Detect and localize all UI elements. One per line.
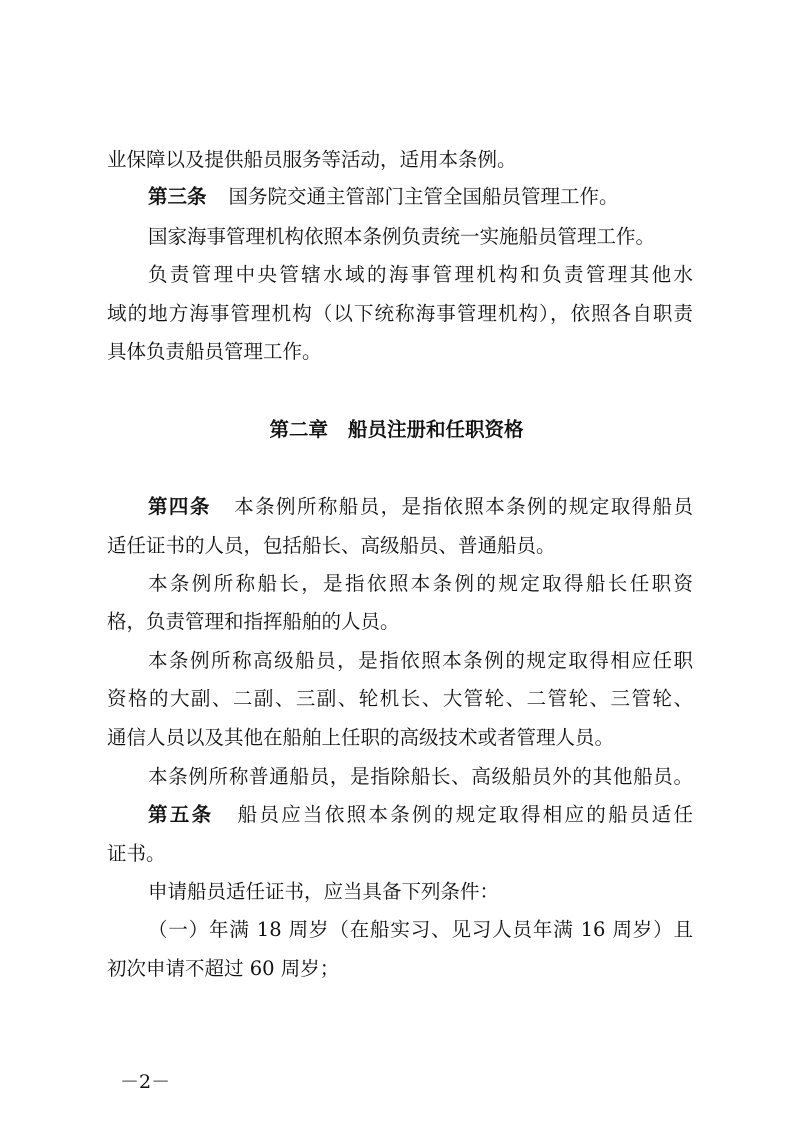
text-line: 申请船员适任证书，应当具备下列条件： bbox=[148, 880, 500, 903]
text-line: （一）年满 18 周岁（在船实习、见习人员年满 16 周岁）且 bbox=[148, 918, 693, 941]
text-line: 通信人员以及其他在船舶上任职的高级技术或者管理人员。 bbox=[107, 726, 615, 749]
text-line: 本条例所称船员，是指依照本条例的规定取得船员 bbox=[232, 495, 693, 518]
text-line: 资格的大副、二副、三副、轮机长、大管轮、二管轮、三管轮、 bbox=[107, 687, 693, 710]
article-label: 第五条 bbox=[148, 803, 214, 826]
chapter-title: 船员注册和任职资格 bbox=[348, 418, 524, 441]
article-label: 第三条 bbox=[148, 185, 207, 208]
text-line: 初次申请不超过 60 周岁； bbox=[107, 957, 340, 980]
text-line: 具体负责船员管理工作。 bbox=[107, 340, 322, 363]
page-number: －2－ bbox=[120, 1071, 171, 1093]
text-line: 域的地方海事管理机构（以下统称海事管理机构），依照各自职责 bbox=[107, 302, 693, 325]
text-line: 国务院交通主管部门主管全国船员管理工作。 bbox=[228, 185, 619, 208]
text-line: 船员应当依照本条例的规定取得相应的船员适任 bbox=[235, 803, 693, 826]
text-line: 国家海事管理机构依照本条例负责统一实施船员管理工作。 bbox=[148, 225, 656, 248]
chapter-heading bbox=[0, 415, 793, 445]
article-3 bbox=[148, 182, 693, 212]
chapter-number: 第二章 bbox=[269, 418, 328, 441]
text-line: 证书。 bbox=[107, 842, 166, 865]
text-line: 适任证书的人员，包括船长、高级船员、普通船员。 bbox=[107, 534, 556, 557]
article-5 bbox=[148, 800, 693, 830]
text-line: 本条例所称高级船员，是指依照本条例的规定取得相应任职 bbox=[148, 649, 693, 672]
text-line: 本条例所称普通船员，是指除船长、高级船员外的其他船员。 bbox=[148, 765, 693, 788]
text-line: 本条例所称船长，是指依照本条例的规定取得船长任职资 bbox=[148, 572, 693, 595]
text-line: 负责管理中央管辖水域的海事管理机构和负责管理其他水 bbox=[148, 263, 693, 286]
article-4 bbox=[148, 492, 693, 522]
text-line: 格，负责管理和指挥船舶的人员。 bbox=[107, 610, 400, 633]
article-label: 第四条 bbox=[148, 495, 211, 518]
text-line: 业保障以及提供船员服务等活动，适用本条例。 bbox=[107, 148, 517, 171]
